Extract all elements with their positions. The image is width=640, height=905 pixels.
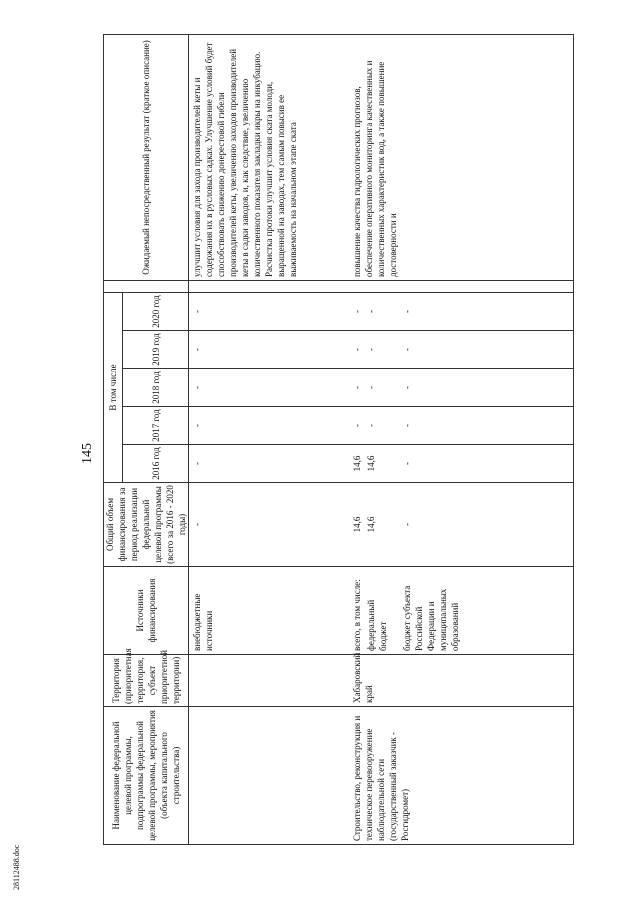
- header-in-total: В том числе: [104, 293, 123, 483]
- row2-2018-2: -: [402, 386, 412, 389]
- cell-2019: [189, 331, 574, 369]
- row2-2016-1: 14,6: [366, 455, 376, 472]
- document-id: 28112488.doc: [12, 844, 21, 890]
- cell-name: [189, 707, 574, 845]
- row2-2017-2: -: [402, 424, 412, 427]
- row2-2018-0: -: [352, 386, 362, 389]
- cell-territory: [189, 652, 574, 707]
- row2-name: Строительство, реконструкция и техническое перевооружение наблюдательной сети (государственный заказчик - Росгидромет): [352, 715, 410, 841]
- cell-total: [189, 483, 574, 567]
- row2-total-0: 14,6: [352, 516, 362, 533]
- row1-result: улучшит условия для захода производителей кеты и содержания их в русловых садках. Улучшение условий будет способствовать снижению донерестовой гибели производителей кеты, увеличению заходов производителей кеты в садки заводов, и, как следствие, увеличению количественного показателя закладки икры на инкубацию. Расчистка протоки улучшит условия ската молоди, выращенной на заводах, тем самым повысив ее выживаемость на начальном этапе ската: [192, 42, 298, 277]
- row1-2017: -: [192, 424, 202, 427]
- row1-2016: -: [192, 462, 202, 465]
- header-year-2020: 2020 год: [123, 293, 189, 331]
- row2-total-2: -: [402, 523, 412, 526]
- cell-2020: [189, 293, 574, 331]
- header-result: Ожидаемый непосредственный результат (краткое описание): [104, 35, 189, 281]
- cell-spacer: [189, 281, 574, 293]
- header-year-2019: 2019 год: [123, 331, 189, 369]
- row2-source-1: федеральный бюджет: [366, 599, 388, 651]
- header-name: Наименование федеральной целевой программы, подпрограммы федеральной целевой программы, мероприятия (объекта капитального строительства): [104, 707, 189, 845]
- row2-2016-2: -: [402, 462, 412, 465]
- cell-2016: [189, 445, 574, 483]
- cell-sources: [189, 567, 574, 655]
- header-year-2018: 2018 год: [123, 369, 189, 407]
- header-territory: Территория (приоритетная территория, субъект приоритетной территории): [104, 655, 189, 707]
- row2-2019-0: -: [352, 348, 362, 351]
- page-number: 145: [80, 443, 95, 464]
- row2-2018-1: -: [366, 386, 376, 389]
- cell-2018: [189, 369, 574, 407]
- row1-total: -: [192, 523, 202, 526]
- row2-total-1: 14,6: [366, 516, 376, 533]
- financing-table: [103, 34, 574, 845]
- cell-2017: [189, 407, 574, 445]
- row1-2020: -: [192, 310, 202, 313]
- row2-source-0: всего, в том числе:: [352, 579, 362, 651]
- row2-territory: Хабаровский край: [352, 652, 374, 703]
- row2-2019-1: -: [366, 348, 376, 351]
- row2-2020-0: -: [352, 310, 362, 313]
- row2-2020-2: -: [402, 310, 412, 313]
- header-total: Общий объем финансирования за период реализации федеральной целевой программы (всего за 2016 - 2020 годы): [104, 483, 189, 567]
- row2-2019-2: -: [402, 348, 412, 351]
- header-year-2016: 2016 год: [123, 445, 189, 483]
- row2-2016-0: 14,6: [352, 455, 362, 472]
- row2-2020-1: -: [366, 310, 376, 313]
- cell-result: [189, 35, 574, 281]
- row2-2017-1: -: [366, 424, 376, 427]
- header-year-2017: 2017 год: [123, 407, 189, 445]
- row2-2017-0: -: [352, 424, 362, 427]
- row1-source: внебюджетные источники: [192, 593, 214, 651]
- row1-2018: -: [192, 386, 202, 389]
- row2-source-2: бюджет субъекта Российской Федерации и муниципальных образований: [402, 585, 460, 651]
- row1-2019: -: [192, 348, 202, 351]
- row2-result: повышение качества гидрологических прогнозов, обеспечение оперативного мониторинга качественных и количественных характеристик вод, а также повышение достоверности и: [352, 60, 398, 277]
- header-sources: Источники финансирования: [104, 567, 189, 655]
- header-spacer: [104, 281, 189, 293]
